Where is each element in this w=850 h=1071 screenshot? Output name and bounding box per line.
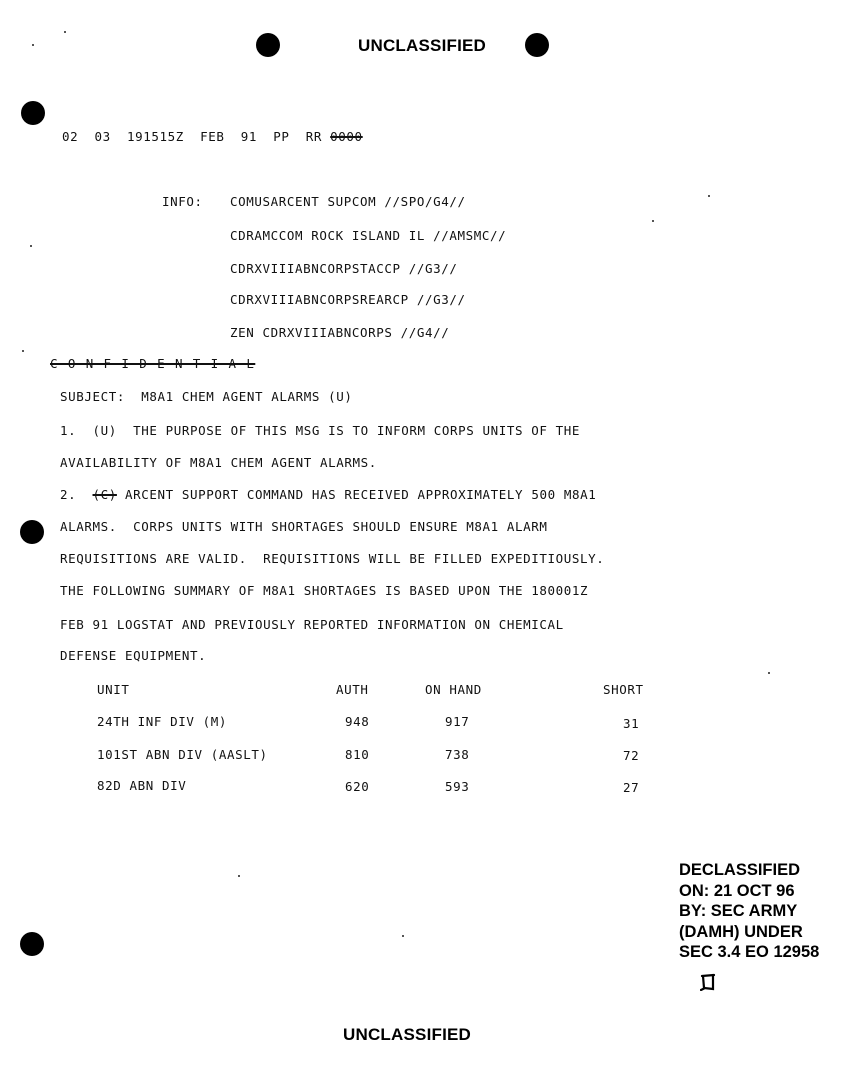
para2-line-1-text: ARCENT SUPPORT COMMAND HAS RECEIVED APPROXIMATELY 500 M8A1 bbox=[116, 487, 597, 502]
para2-line-3: REQUISITIONS ARE VALID. REQUISITIONS WILL BE FILLED EXPEDITIOUSLY. bbox=[60, 551, 605, 566]
table-cell-on-hand: 593 bbox=[445, 779, 470, 794]
table-header-on-hand: ON HAND bbox=[425, 682, 482, 697]
table-cell-short: 31 bbox=[623, 716, 640, 731]
table-cell-unit: 82D ABN DIV bbox=[97, 778, 187, 793]
message-header-struck: 0000 bbox=[330, 129, 363, 144]
punch-hole-top bbox=[256, 33, 280, 57]
info-line-5: ZEN CDRXVIIIABNCORPS //G4// bbox=[230, 325, 450, 340]
para2-line-4: THE FOLLOWING SUMMARY OF M8A1 SHORTAGES IS BASED UPON THE 180001Z bbox=[60, 583, 589, 598]
info-line-2: CDRAMCCOM ROCK ISLAND IL //AMSMC// bbox=[230, 228, 507, 243]
table-cell-auth: 620 bbox=[345, 779, 370, 794]
info-line-3: CDRXVIIIABNCORPSTACCP //G3// bbox=[230, 261, 458, 276]
speck bbox=[64, 31, 66, 33]
classification-top: UNCLASSIFIED bbox=[358, 36, 487, 55]
declassification-line: BY: SEC ARMY bbox=[679, 902, 798, 920]
table-cell-auth: 810 bbox=[345, 747, 370, 762]
message-header-line bbox=[62, 131, 363, 144]
table-header-auth: AUTH bbox=[336, 682, 369, 697]
declassification-line: ON: 21 OCT 96 bbox=[679, 881, 795, 900]
para2-struck-marking: (C) bbox=[92, 487, 117, 502]
punch-hole-left-lower bbox=[20, 932, 44, 956]
speck bbox=[402, 935, 404, 937]
table-cell-on-hand: 917 bbox=[445, 714, 470, 729]
table-cell-auth: 948 bbox=[345, 714, 370, 729]
declassification-stamp bbox=[679, 860, 819, 963]
para1-line-1: 1. (U) THE PURPOSE OF THIS MSG IS TO INFORM CORPS UNITS OF THE bbox=[60, 423, 581, 438]
info-line-1: COMUSARCENT SUPCOM //SPO/G4// bbox=[230, 194, 466, 209]
declassification-line: SEC 3.4 EO 12958 bbox=[679, 943, 820, 961]
confidential-marking-struck: C O N F I D E N T I A L bbox=[50, 356, 256, 371]
speck bbox=[652, 220, 654, 222]
para2-line-6: DEFENSE EQUIPMENT. bbox=[60, 648, 207, 663]
para2-line-1 bbox=[60, 489, 596, 502]
table-header-short: SHORT bbox=[603, 682, 644, 697]
declassification-line: DECLASSIFIED bbox=[679, 861, 801, 879]
para2-line-2: ALARMS. CORPS UNITS WITH SHORTAGES SHOULD ENSURE M8A1 ALARM bbox=[60, 519, 548, 534]
para2-line-5: FEB 91 LOGSTAT AND PREVIOUSLY REPORTED INFORMATION ON CHEMICAL bbox=[60, 617, 564, 632]
table-cell-short: 72 bbox=[623, 748, 640, 763]
table-cell-unit: 24TH INF DIV (M) bbox=[97, 714, 228, 729]
table-header-unit: UNIT bbox=[97, 682, 130, 697]
para1-line-2: AVAILABILITY OF M8A1 CHEM AGENT ALARMS. bbox=[60, 455, 377, 470]
subject-line: SUBJECT: M8A1 CHEM AGENT ALARMS (U) bbox=[60, 389, 353, 404]
speck bbox=[32, 44, 34, 46]
table-cell-on-hand: 738 bbox=[445, 747, 470, 762]
speck bbox=[30, 245, 32, 247]
speck bbox=[238, 875, 240, 877]
speck bbox=[708, 195, 710, 197]
punch-hole-left-middle bbox=[20, 520, 44, 544]
speck bbox=[768, 672, 770, 674]
punch-hole-left-upper bbox=[21, 101, 45, 125]
speck bbox=[22, 350, 24, 352]
classification-bottom: UNCLASSIFIED bbox=[343, 1025, 472, 1044]
info-label: INFO: bbox=[162, 194, 203, 209]
info-line-4: CDRXVIIIABNCORPSREARCP //G3// bbox=[230, 292, 466, 307]
table-cell-unit: 101ST ABN DIV (AASLT) bbox=[97, 747, 268, 762]
handwritten-initial-mark bbox=[700, 973, 716, 991]
para2-number: 2. bbox=[60, 487, 93, 502]
declassification-line: (DAMH) UNDER bbox=[679, 922, 803, 941]
table-cell-short: 27 bbox=[623, 780, 640, 795]
message-header-text: 02 03 191515Z FEB 91 PP RR bbox=[62, 129, 323, 144]
punch-hole-top-right bbox=[525, 33, 549, 57]
